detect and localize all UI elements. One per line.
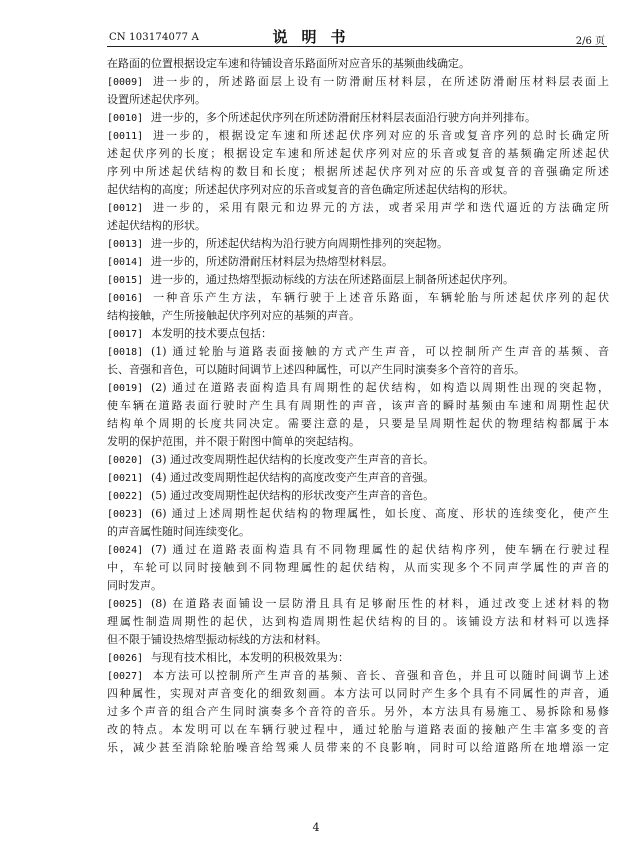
paragraph-number: [0024] xyxy=(107,545,144,556)
line-text: 四种属性，实现对声音变化的细致刻画。本方法可以同时产生多个具有不同属性的声音，通 xyxy=(107,687,609,700)
text-line xyxy=(107,325,609,343)
line-text: 与现有技术相比，本发明的积极效果为： xyxy=(151,651,349,664)
paragraph-number: [0019] xyxy=(107,383,144,394)
line-text: 在路面的位置根据设定车速和待铺设音乐路面所对应音乐的基频曲线确定。 xyxy=(107,57,470,70)
header-divider xyxy=(107,46,607,47)
line-text: 进一步的，多个所述起伏序列在所述防滑耐压材料层表面沿行驶方向并列排布。 xyxy=(151,111,536,124)
text-line xyxy=(107,217,609,235)
line-text: 序列中所述起伏结构的数目和长度；根据所述起伏序列对应的乐音或复音的音强确定所述 xyxy=(107,165,609,178)
line-text: 进一步的，所述防滑耐压材料层为热熔型材料层。 xyxy=(151,255,393,268)
line-text: 进一步的，采用有限元和边界元的方法，或者采用声学和迭代逼近的方法确定所 xyxy=(151,201,609,214)
line-text: (3) 通过改变周期性起伏结构的长度改变产生声音的音长。 xyxy=(151,453,435,466)
line-text: 同时发声。 xyxy=(107,579,162,592)
paragraph-number: [0027] xyxy=(107,671,144,682)
text-line xyxy=(107,613,609,631)
line-text: 本方法可以控制所产生声音的基频、音长、音强和音色，并且可以随时间调节上述 xyxy=(151,669,609,682)
text-line xyxy=(107,721,609,739)
line-text: 过多个声音的组合产生同时演奏多个音符的音乐。另外，本方法具有易施工、易拆除和易修 xyxy=(107,705,609,718)
text-line xyxy=(107,451,609,469)
paragraph-number: [0017] xyxy=(107,329,144,340)
paragraph-number: [0018] xyxy=(107,347,144,358)
paragraph-number: [0021] xyxy=(107,473,144,484)
text-line xyxy=(107,487,609,505)
page-indicator: 2/6 页 xyxy=(575,36,605,47)
text-line xyxy=(107,109,609,127)
line-text: 本发明的技术要点包括： xyxy=(151,327,272,340)
line-text: 改的特点。本发明可以在车辆行驶过程中，通过轮胎与道路表面的接触产生丰富多变的音 xyxy=(107,723,609,736)
paragraph-number: [0022] xyxy=(107,491,144,502)
text-line xyxy=(107,307,609,325)
line-text: 长、音强和音色，可以随时间调节上述四种属性，可以产生同时演奏多个音符的音乐。 xyxy=(107,363,525,376)
line-text: (7) 通过在道路表面构造具有不同物理属性的起伏结构序列，使车辆在行驶过程 xyxy=(151,543,609,556)
text-line xyxy=(107,361,609,379)
line-text: 进一步的，所述起伏结构为沿行驶方向周期性排列的突起物。 xyxy=(151,237,448,250)
line-text: 一种音乐产生方法，车辆行驶于上述音乐路面，车辆轮胎与所述起伏序列的起伏 xyxy=(151,291,609,304)
text-line xyxy=(107,199,609,217)
paragraph-number: [0025] xyxy=(107,599,144,610)
text-line xyxy=(107,379,609,397)
paragraph-number: [0010] xyxy=(107,113,144,124)
text-line xyxy=(107,523,609,541)
text-line xyxy=(107,667,609,685)
paragraph-number: [0009] xyxy=(107,77,144,88)
line-text: (4) 通过改变周期性起伏结构的高度改变产生声音的音强。 xyxy=(151,471,435,484)
text-line xyxy=(107,343,609,361)
page-title: 说明书 xyxy=(272,28,360,46)
paragraph-number: [0012] xyxy=(107,203,144,214)
line-text: 进一步的，根据设定车速和所述起伏序列对应的乐音或复音序列的总时长确定所 xyxy=(151,129,609,142)
line-text: 进一步的，通过热熔型振动标线的方法在所述路面层上制备所述起伏序列。 xyxy=(151,273,514,286)
line-text: (2) 通过在道路表面构造具有周期性的起伏结构，如构造以周期性出现的突起物， xyxy=(151,381,609,394)
description-body xyxy=(107,55,609,757)
text-line xyxy=(107,55,609,73)
line-text: 设置所述起伏序列。 xyxy=(107,93,206,106)
text-line xyxy=(107,145,609,163)
line-text: 中，车轮可以同时接触到不同物理属性的起伏结构，从而实现多个不同声学属性的声音的 xyxy=(107,561,609,574)
line-text: 发明的保护范围，并不限于附图中简单的突起结构。 xyxy=(107,435,360,448)
line-text: 使车辆在道路表面行驶时产生具有周期性的声音，该声音的瞬时基频由车速和周期性起伏 xyxy=(107,399,609,412)
text-line xyxy=(107,703,609,721)
text-line xyxy=(107,73,609,91)
text-line xyxy=(107,397,609,415)
text-line xyxy=(107,235,609,253)
line-text: 乐，减少甚至消除轮胎噪音给驾乘人员带来的不良影响，同时可以给道路所在地增添一定 xyxy=(107,741,609,754)
paragraph-number: [0015] xyxy=(107,275,144,286)
line-text: (5) 通过改变周期性起伏结构的形状改变产生声音的音色。 xyxy=(151,489,435,502)
line-text: 述起伏结构的形状。 xyxy=(107,219,206,232)
paragraph-number: [0020] xyxy=(107,455,144,466)
text-line xyxy=(107,685,609,703)
line-text: 进一步的，所述路面层上设有一防滑耐压材料层，在所述防滑耐压材料层表面上 xyxy=(151,75,609,88)
page-number: 4 xyxy=(312,821,320,834)
paragraph-number: [0016] xyxy=(107,293,144,304)
line-text: 但不限于铺设热熔型振动标线的方法和材料。 xyxy=(107,633,327,646)
text-line xyxy=(107,163,609,181)
text-line xyxy=(107,127,609,145)
text-line xyxy=(107,631,609,649)
paragraph-number: [0013] xyxy=(107,239,144,250)
text-line xyxy=(107,181,609,199)
text-line xyxy=(107,649,609,667)
line-text: 的声音属性随时间连续变化。 xyxy=(107,525,250,538)
paragraph-number: [0023] xyxy=(107,509,144,520)
text-line xyxy=(107,739,609,757)
line-text: (1) 通过轮胎与道路表面接触的方式产生声音，可以控制所产生声音的基频、音 xyxy=(151,345,609,358)
text-line xyxy=(107,505,609,523)
text-line xyxy=(107,415,609,433)
text-line xyxy=(107,577,609,595)
text-line xyxy=(107,91,609,109)
paragraph-number: [0014] xyxy=(107,257,144,268)
text-line xyxy=(107,559,609,577)
line-text: 结构接触，产生所接触起伏序列对应的基频的声音。 xyxy=(107,309,360,322)
line-text: (6) 通过上述周期性起伏结构的物理属性，如长度、高度、形状的连续变化，使产生 xyxy=(151,507,609,520)
paragraph-number: [0026] xyxy=(107,653,144,664)
text-line xyxy=(107,469,609,487)
line-text: 理属性制造周期性的起伏，达到构造周期性起伏结构的目的。该铺设方法和材料可以选择 xyxy=(107,615,609,628)
line-text: 述起伏序列的长度；根据设定车速和所述起伏序列对应的乐音或复音的基频确定所述起伏 xyxy=(107,147,609,160)
line-text: 起伏结构的高度；所述起伏序列对应的乐音或复音的音色确定所述起伏结构的形状。 xyxy=(107,183,514,196)
line-text: (8) 在道路表面铺设一层防滑且具有足够耐压性的材料，通过改变上述材料的物 xyxy=(151,597,609,610)
text-line xyxy=(107,271,609,289)
document-number: CN 103174077 A xyxy=(109,32,200,43)
text-line xyxy=(107,595,609,613)
text-line xyxy=(107,253,609,271)
text-line xyxy=(107,289,609,307)
paragraph-number: [0011] xyxy=(107,131,144,142)
line-text: 结构单个周期的长度共同决定。需要注意的是，只要是呈周期性起伏的物理结构都属于本 xyxy=(107,417,609,430)
text-line xyxy=(107,541,609,559)
text-line xyxy=(107,433,609,451)
